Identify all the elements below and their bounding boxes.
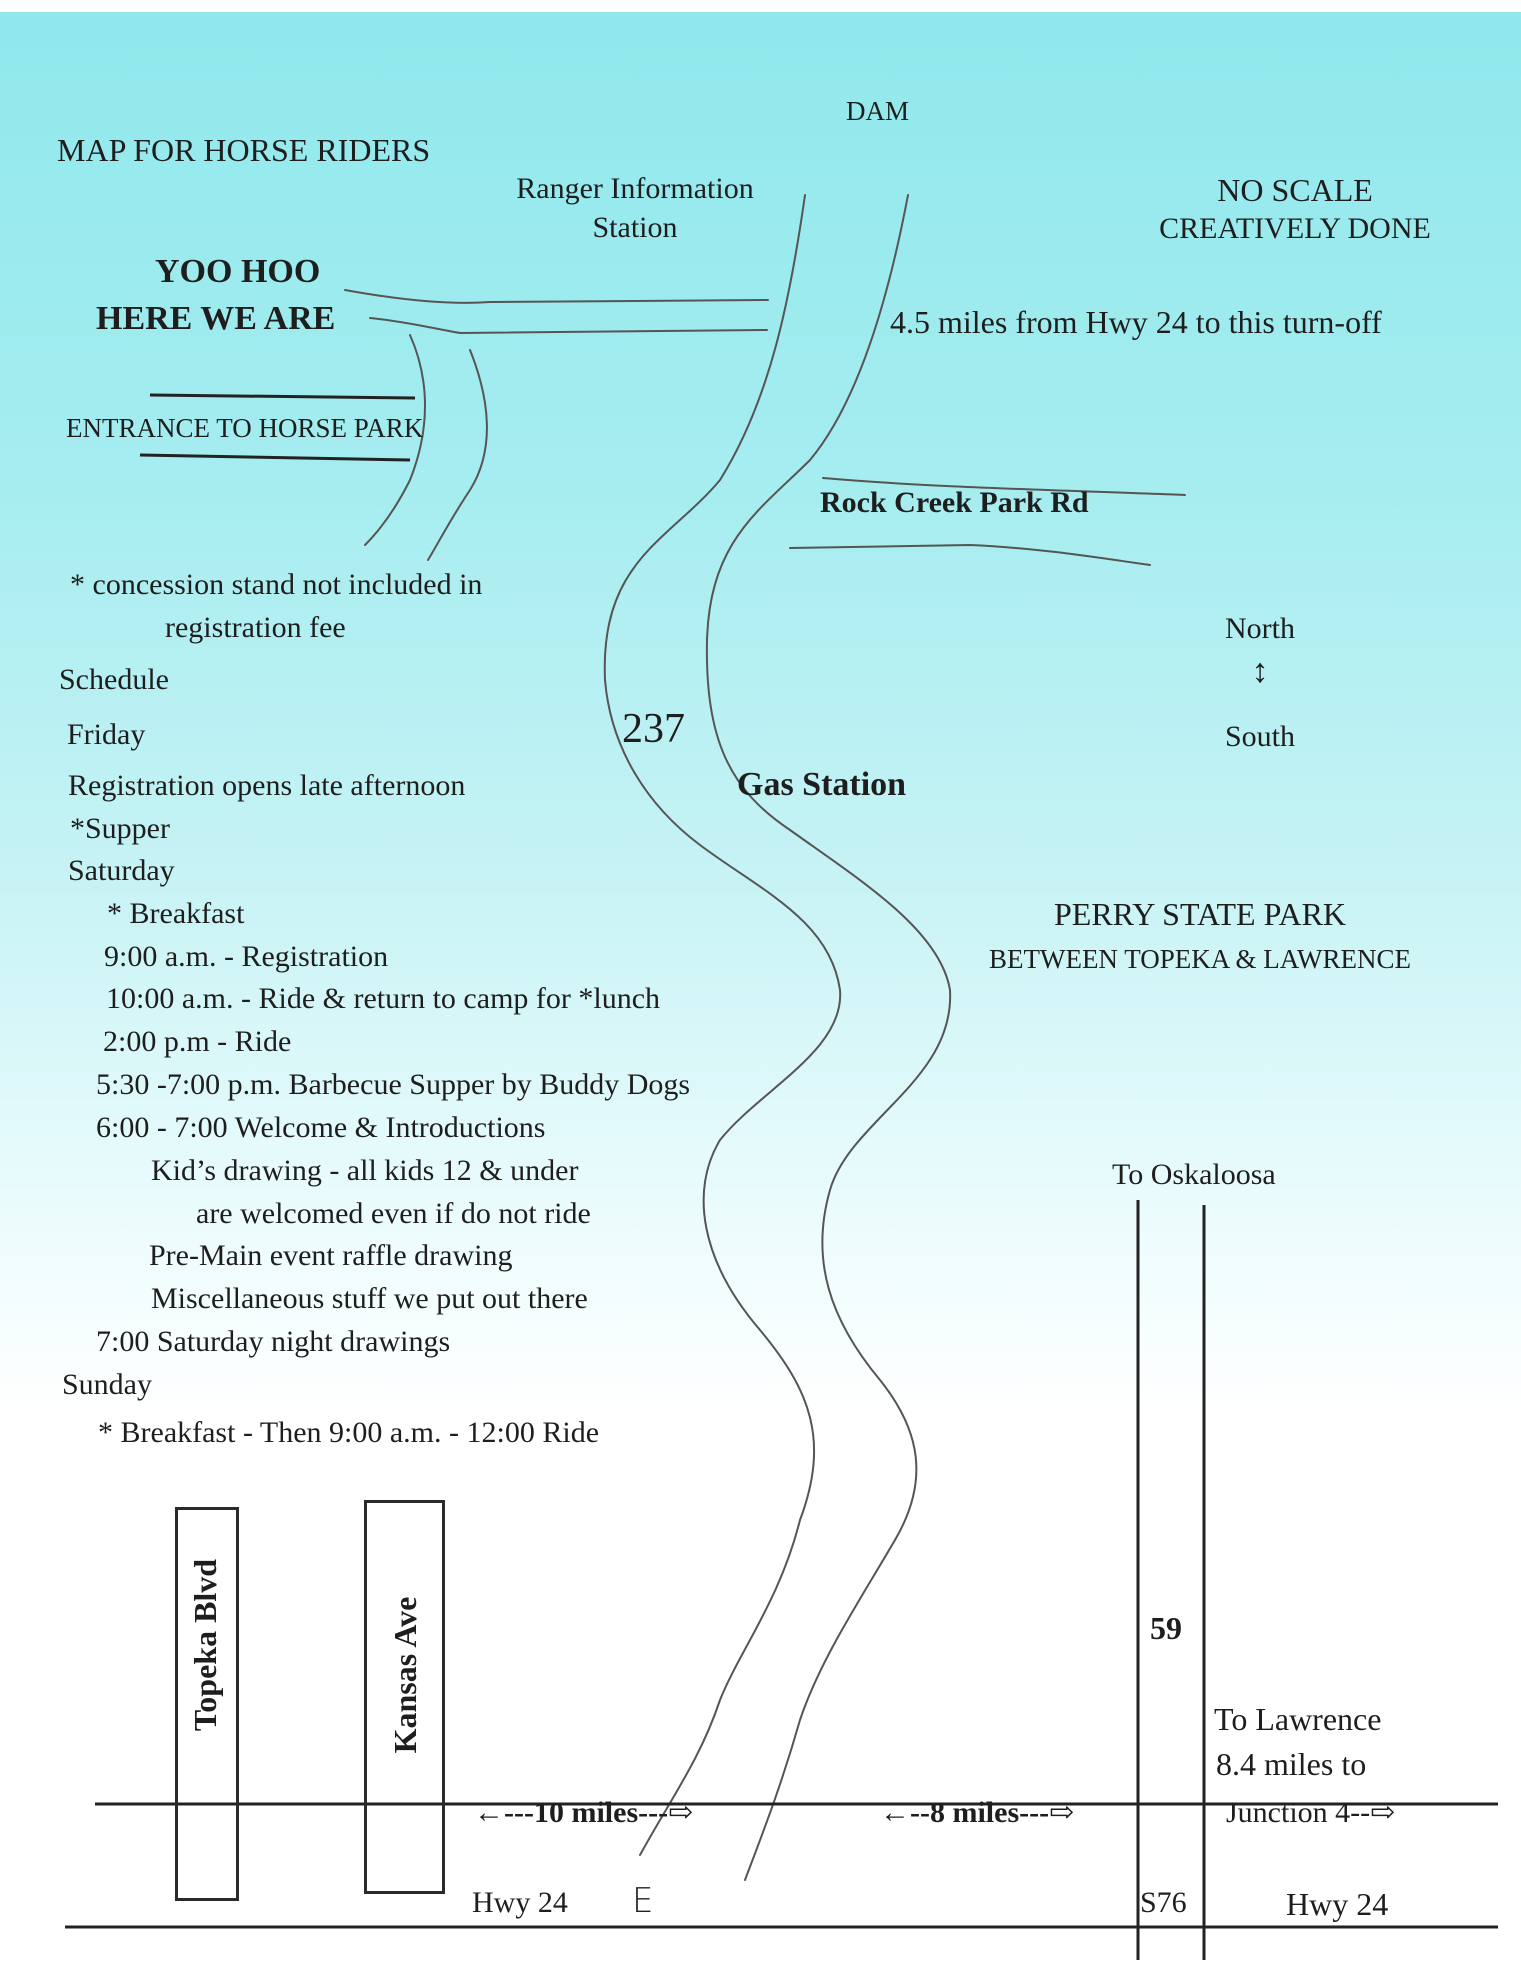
- to-oskaloosa: To Oskaloosa: [1112, 1158, 1276, 1191]
- schedule-line: Saturday: [68, 854, 175, 887]
- schedule-line: Pre-Main event raffle drawing: [149, 1239, 513, 1272]
- dam-label: DAM: [846, 96, 910, 126]
- schedule-line: *Supper: [70, 812, 170, 845]
- schedule-line: * Breakfast - Then 9:00 a.m. - 12:00 Ride: [98, 1416, 600, 1449]
- schedule-line: Kid’s drawing - all kids 12 & under: [151, 1154, 579, 1187]
- to-lawrence-line3: Junction 4--⇨: [1226, 1796, 1396, 1829]
- ten-miles-label: ←---10 miles---⇨: [474, 1796, 694, 1829]
- schedule-line: Miscellaneous stuff we put out there: [151, 1282, 588, 1315]
- rock-creek-label: Rock Creek Park Rd: [820, 486, 1089, 519]
- schedule-line: 7:00 Saturday night drawings: [96, 1325, 451, 1358]
- perry-line2: BETWEEN TOPEKA & LAWRENCE: [988, 944, 1412, 974]
- concession-line1: * concession stand not included in: [70, 568, 483, 601]
- yoohoo-line1: YOO HOO: [155, 253, 321, 290]
- route-59-label: 59: [1150, 1610, 1182, 1646]
- compass-arrow-icon: ↕: [1251, 653, 1269, 690]
- compass-south: South: [1224, 720, 1296, 753]
- schedule-line: 5:30 -7:00 p.m. Barbecue Supper by Buddy Dogs: [96, 1068, 691, 1101]
- topeka-blvd-label: Topeka Blvd: [187, 1558, 223, 1732]
- hwy-237-right-edge: [707, 195, 950, 1880]
- schedule-line: 9:00 a.m. - Registration: [104, 940, 389, 973]
- schedule-line: Sunday: [62, 1368, 152, 1401]
- schedule-line: 6:00 - 7:00 Welcome & Introductions: [96, 1111, 546, 1144]
- turnoff-road-bottom: [370, 318, 767, 333]
- road-237-label: 237: [622, 706, 685, 752]
- ranger-station-line1: Ranger Information: [516, 172, 754, 205]
- hwy-24-left-label: Hwy 24: [472, 1886, 568, 1919]
- schedule-line: 2:00 p.m - Ride: [103, 1025, 292, 1058]
- gas-station-label: Gas Station: [737, 766, 907, 803]
- hwy-237-left-edge: [605, 195, 840, 1855]
- perry-line1: PERRY STATE PARK: [1053, 896, 1347, 932]
- hwy-24-right-label: Hwy 24: [1286, 1886, 1389, 1922]
- schedule-line: Registration opens late afternoon: [68, 769, 466, 802]
- entrance-bar-bottom: [140, 455, 410, 460]
- no-scale-line1: NO SCALE: [1217, 172, 1373, 208]
- s76-label: S76: [1140, 1886, 1187, 1919]
- schedule-heading: Schedule: [59, 663, 169, 696]
- schedule-line: 10:00 a.m. - Ride & return to camp for *lunch: [106, 982, 661, 1015]
- entrance-label: ENTRANCE TO HORSE PARK: [66, 413, 424, 443]
- yoohoo-line2: HERE WE ARE: [96, 300, 336, 337]
- entrance-bar-top: [150, 395, 415, 398]
- turnoff-distance: 4.5 miles from Hwy 24 to this turn-off: [890, 304, 1382, 340]
- kansas-ave-label: Kansas Ave: [387, 1596, 423, 1754]
- turnoff-road-top: [345, 290, 768, 303]
- concession-line2: registration fee: [165, 611, 346, 644]
- schedule-line: * Breakfast: [107, 897, 245, 930]
- hwy-24-handwritten-mark: E: [632, 1881, 654, 1921]
- map-title: MAP FOR HORSE RIDERS: [57, 132, 431, 168]
- compass-north: North: [1225, 612, 1295, 645]
- entrance-road-right: [428, 350, 487, 560]
- schedule-line: Friday: [67, 718, 146, 751]
- ranger-station-line2: Station: [592, 211, 678, 244]
- eight-miles-label: ←--8 miles---⇨: [880, 1796, 1075, 1829]
- to-lawrence-line1: To Lawrence: [1214, 1701, 1382, 1737]
- rock-creek-road-bottom: [790, 545, 1150, 565]
- to-lawrence-line2: 8.4 miles to: [1216, 1746, 1367, 1782]
- schedule-line: are welcomed even if do not ride: [196, 1197, 591, 1230]
- no-scale-line2: CREATIVELY DONE: [1159, 212, 1431, 245]
